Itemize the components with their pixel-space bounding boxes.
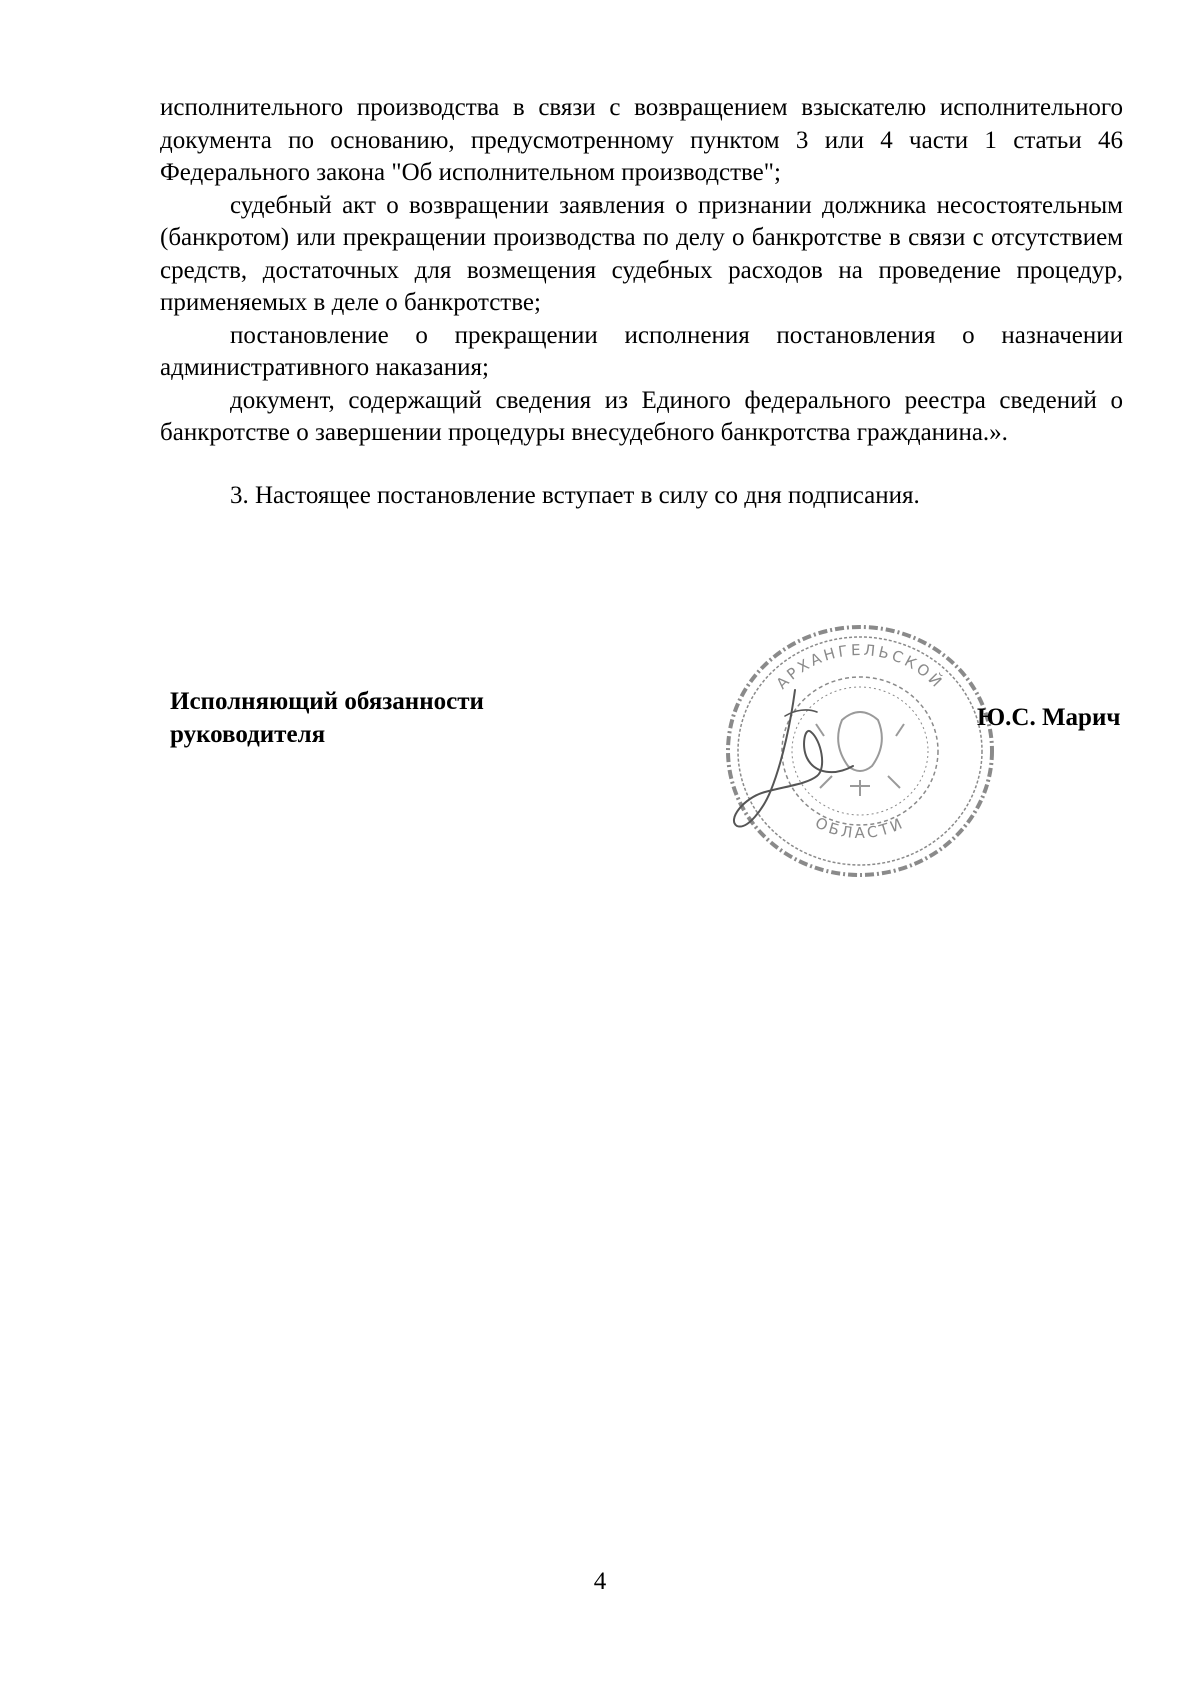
seal-text-top: АРХАНГЕЛЬСКОЙ [772,640,948,693]
handwritten-signature-icon [725,680,865,840]
paragraph-court-act: судебный акт о возвращении заявления о признании должника несостоятельным (банкротом) или прекращении производства по делу о банкротстве в связи с отсутствием средств, достаточных для возмещения судебных расходов на проведение процедур, применяемых в деле о банкротстве; [160,191,1123,316]
signer-title [170,685,590,751]
signer-name: Ю.С. Марич [977,704,1121,731]
page-number: 4 [593,1568,607,1595]
paragraph-effective-date: 3. Настоящее постановление вступает в силу со дня подписания. [230,481,920,509]
signer-title-line: Исполняющий обязанности [170,688,484,715]
paragraph-continuation: исполнительного производства в связи с возвращением взыскателю исполнительного документа по основанию, предусмотренному пунктом 3 или 4 части 1 статьи 46 Федерального закона "Об исполнительном производстве"; [160,94,1123,186]
signer-title-line: руководителя [170,721,326,748]
paragraph-resolution: постановление о прекращении исполнения постановления о назначении административного наказания; [160,321,1123,381]
seal-text-bottom: ОБЛАСТИ [812,813,908,843]
paragraph-registry-document: документ, содержащий сведения из Единого федерального реестра сведений о банкротстве о завершении процедуры внесудебного банкротства гражданина.». [160,386,1123,446]
document-body [160,92,1123,512]
